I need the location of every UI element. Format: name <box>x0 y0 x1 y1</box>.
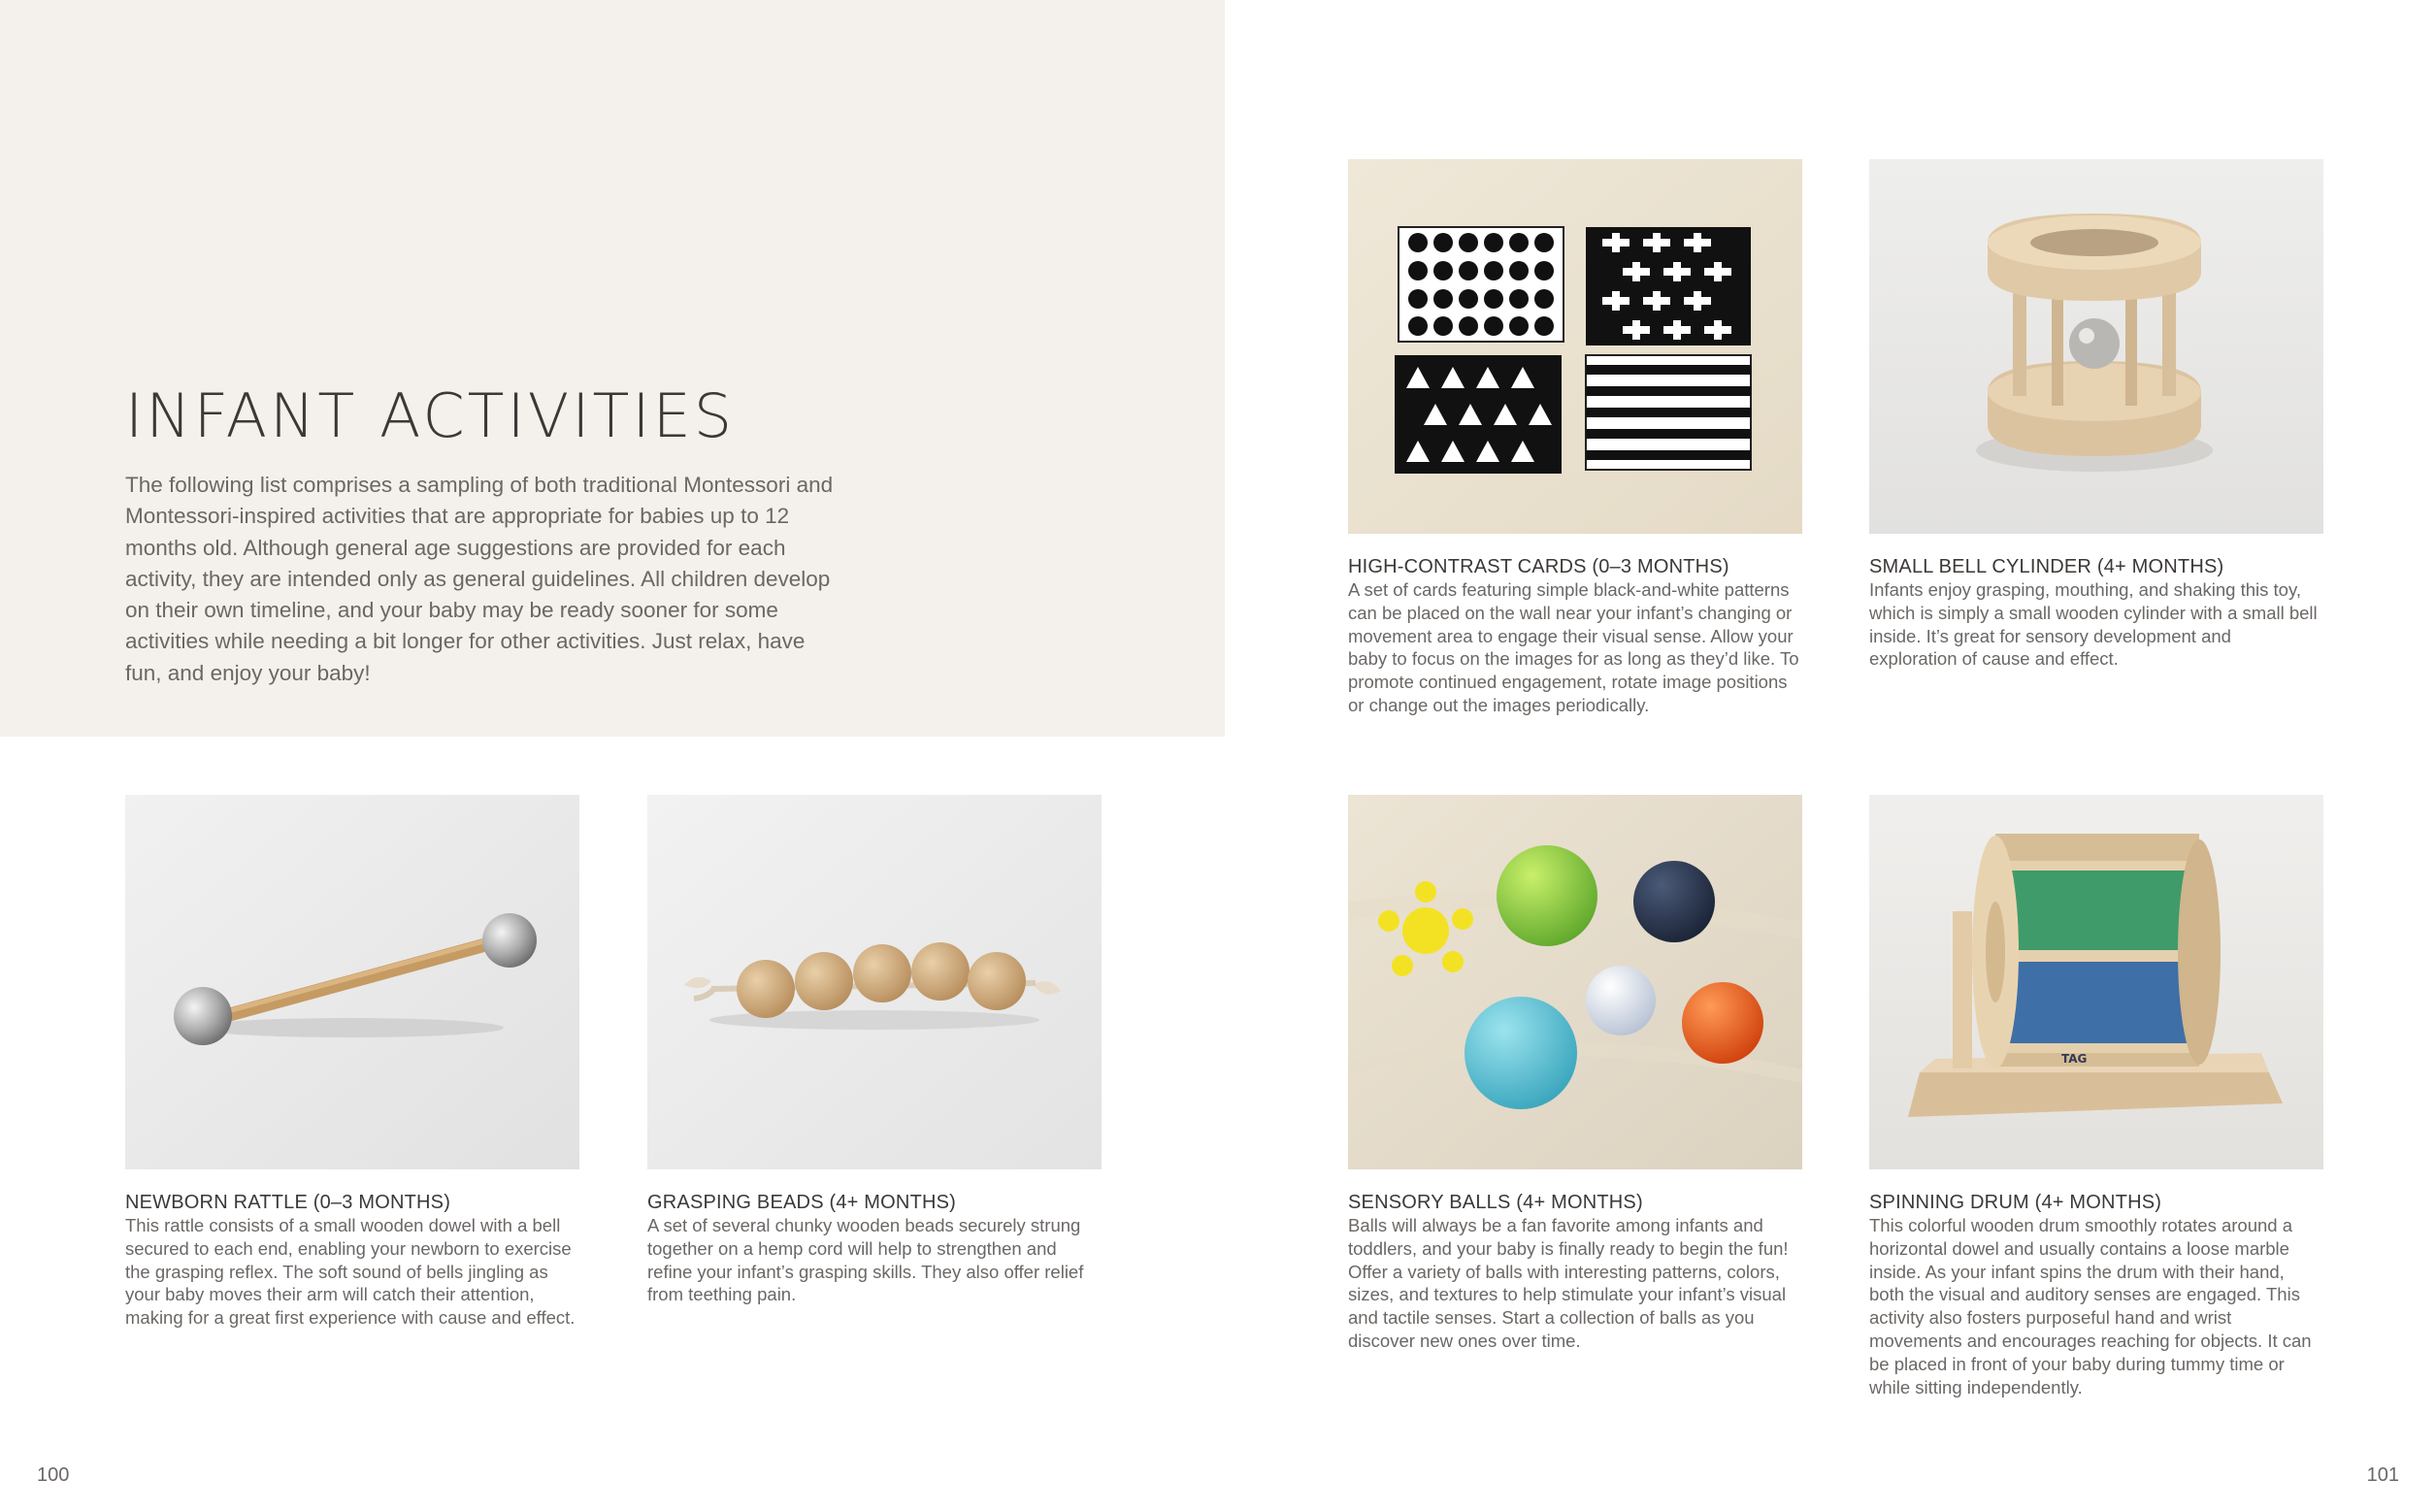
page-number-right: 101 <box>2366 1464 2399 1486</box>
bell-cylinder-title: SMALL BELL CYLINDER (4+ MONTHS) <box>1869 556 2224 577</box>
page-number-left: 100 <box>37 1464 70 1486</box>
high-contrast-cards-photo <box>1348 159 1802 534</box>
activity-card-grasping-beads <box>647 795 1102 1306</box>
high-contrast-cards-description: A set of cards featuring simple black-and-white patterns can be placed on the wall near your infant’s changing or movement area to engage their visual sense. Allow your baby to focus on the images for as long as they’d like. To promote continued engagement, rotate image positions or change out the images periodically. <box>1348 579 1799 715</box>
sensory-balls-description: Balls will always be a fan favorite among infants and toddlers, and your baby is finally ready to begin the fun! Offer a variety of balls with interesting patterns, colors, sizes, and textures to help stimulate your infant’s visual and tactile senses. Start a collection of balls as you discover new ones over time. <box>1348 1215 1789 1351</box>
activity-card-spinning-drum <box>1869 795 2323 1398</box>
spinning-drum-description: This colorful wooden drum smoothly rotates around a horizontal dowel and usually contains a loose marble inside. As your infant spins the drum with their hand, both the visual and auditory senses are engaged. This activity also fosters purposeful hand and wrist movements and encourages reaching for objects. It can be placed in front of your baby during tummy time or while sitting independently. <box>1869 1215 2312 1397</box>
grasping-beads-photo <box>647 795 1102 1169</box>
activity-card-sensory-balls <box>1348 795 1802 1353</box>
sensory-balls-photo <box>1348 795 1802 1169</box>
activity-card-high-contrast <box>1348 159 1802 717</box>
newborn-rattle-title: NEWBORN RATTLE (0–3 MONTHS) <box>125 1192 451 1213</box>
grasping-beads-title: GRASPING BEADS (4+ MONTHS) <box>647 1192 957 1213</box>
drum-logo-label: TAG <box>2061 1052 2088 1066</box>
intro-paragraph: The following list comprises a sampling of both traditional Montessori and Montessori-inspired activities that are appropriate for babies up to 12 months old. Although general age suggestions are provided for each activity, they are intended only as general guidelines. All children develop on their own timeline, and your baby may be ready sooner for some activities while needing a bit longer for other activities. Just relax, have fun, and enjoy your baby! <box>125 473 834 685</box>
bell-cylinder-description: Infants enjoy grasping, mouthing, and shaking this toy, which is simply a small wooden cylinder with a small bell inside. It’s great for sensory development and exploration of cause and effect. <box>1869 579 2318 670</box>
activity-card-newborn-rattle <box>125 795 579 1330</box>
spinning-drum-photo <box>1869 795 2323 1169</box>
spinning-drum-title: SPINNING DRUM (4+ MONTHS) <box>1869 1192 2162 1213</box>
page-title: INFANT ACTIVITIES <box>125 380 736 451</box>
high-contrast-cards-title: HIGH-CONTRAST CARDS (0–3 MONTHS) <box>1348 556 1729 577</box>
bell-cylinder-photo <box>1869 159 2323 534</box>
grasping-beads-description: A set of several chunky wooden beads securely strung together on a hemp cord will help to strengthen and refine your infant’s grasping skills. They also offer relief from teething pain. <box>647 1215 1084 1305</box>
sensory-balls-title: SENSORY BALLS (4+ MONTHS) <box>1348 1192 1643 1213</box>
newborn-rattle-photo <box>125 795 579 1169</box>
newborn-rattle-description: This rattle consists of a small wooden dowel with a bell secured to each end, enabling your newborn to exercise the grasping reflex. The soft sound of bells jingling as your baby moves their arm will catch their attention, making for a great first experience with cause and effect. <box>125 1215 576 1329</box>
activity-card-bell-cylinder <box>1869 159 2323 671</box>
